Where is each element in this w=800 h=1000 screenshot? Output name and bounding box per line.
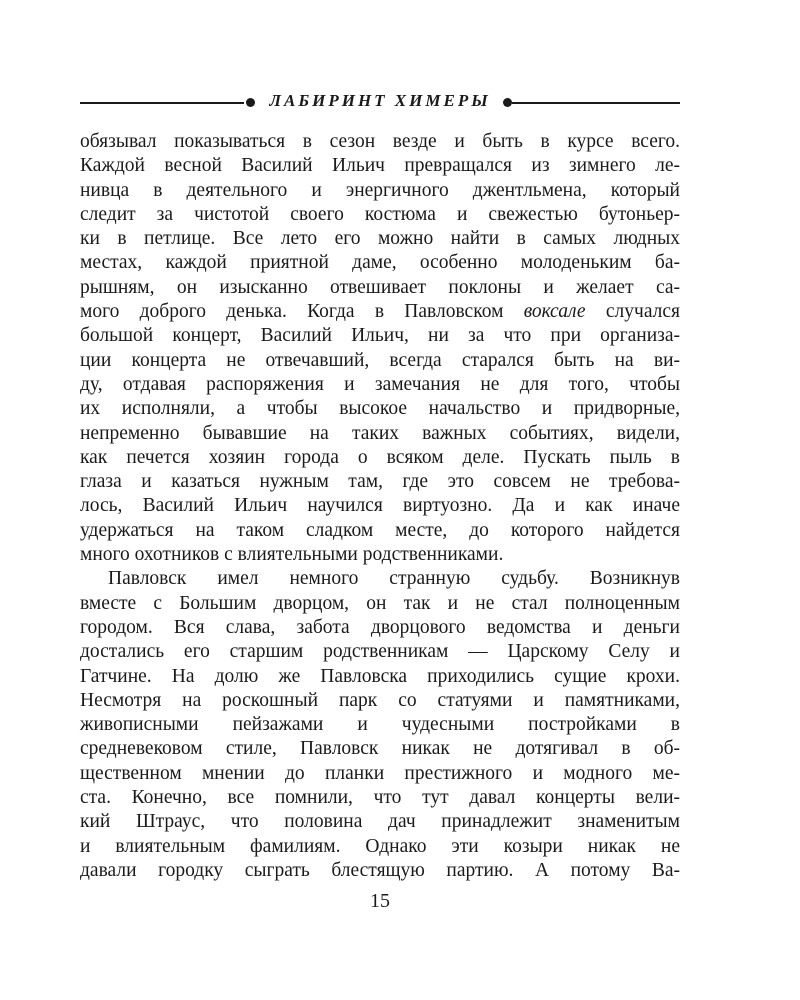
text-line: их исполняли, а чтобы высокое начальство и придворные, [80,398,680,420]
text-line: и влиятельным фамилиям. Однако эти козыри никак не [80,835,680,857]
text-line: щественном мнении до планки престижного и модного ме- [80,762,680,784]
header-rule-right [512,102,680,104]
text-line: следит за чистотой своего костюма и свежестью бутоньер- [80,203,680,225]
text-line: лось, Василий Ильич научился виртуозно. Да и как иначе [80,495,680,517]
text-line: средневековом стиле, Павловск никак не дотягивал в об- [80,738,680,760]
header-bullet-left [246,98,255,107]
page-number: 15 [370,890,390,912]
text-line: ции концерта не отвечавший, всегда старался быть на ви- [80,349,680,371]
text-line: ста. Конечно, все помнили, что тут давал концерты вели- [80,787,680,809]
running-header [80,88,680,118]
text-line: достались его старшим родственникам — Царскому Селу и [80,641,680,663]
text-line: Павловск имел немного странную судьбу. Возникнув [108,568,680,590]
text-line: городом. Вся слава, забота дворцового ведомства и деньги [80,616,680,638]
italic-word: воксале [523,301,586,323]
text-line: живописными пейзажами и чудесными постройками в [80,714,680,736]
text-line: Гатчине. На долю же Павловска приходились сущие крохи. [80,665,680,687]
text-line: кий Штраус, что половина дач принадлежит знаменитым [80,811,680,833]
text-line: большой концерт, Василий Ильич, ни за что при организа- [80,325,680,347]
text-line: обязывал показываться в сезон везде и быть в курсе всего. [80,131,680,152]
text-line: удержаться на таком сладком месте, до которого найдется [80,519,680,541]
text-line: нивца в деятельного и энергичного джентльмена, который [80,179,680,201]
text-run: мого доброго денька. Когда в Павловском [80,301,524,323]
text-line: глаза и казаться нужным там, где это совсем не требова- [80,471,680,493]
paragraph-2 [80,567,680,883]
text-line: Каждой весной Василий Ильич превращался из зимнего ле- [80,155,680,177]
text-run: случался [585,301,680,323]
text-line [80,300,680,324]
text-line: вместе с Большим дворцом, он так и не стал полноценным [80,592,680,614]
header-rule-left [80,102,244,104]
text-line: местах, каждой приятной даме, особенно молоденьким ба- [80,252,680,274]
text-line: давали городку сыграть блестящую партию. А потому Ва- [80,859,680,881]
text-line: Несмотря на роскошный парк со статуями и памятниками, [80,689,680,711]
text-line: много охотников с влиятельными родственниками. [80,544,504,566]
paragraph-1 [80,130,680,567]
text-line: рышням, он изысканно отвешивает поклоны и желает са- [80,276,680,298]
text-line: ки в петлице. Все лето его можно найти в самых людных [80,228,680,250]
header-bullet-right [503,98,512,107]
text-line: непременно бывавшие на таких важных событиях, видели, [80,422,680,444]
running-head-title: ЛАБИРИНТ ХИМЕРЫ [269,91,491,110]
text-line: как печется хозяин города о всяком деле. Пускать пыль в [80,446,680,468]
page-body [80,130,680,883]
text-line: ду, отдавая распоряжения и замечания не для того, чтобы [80,373,680,395]
